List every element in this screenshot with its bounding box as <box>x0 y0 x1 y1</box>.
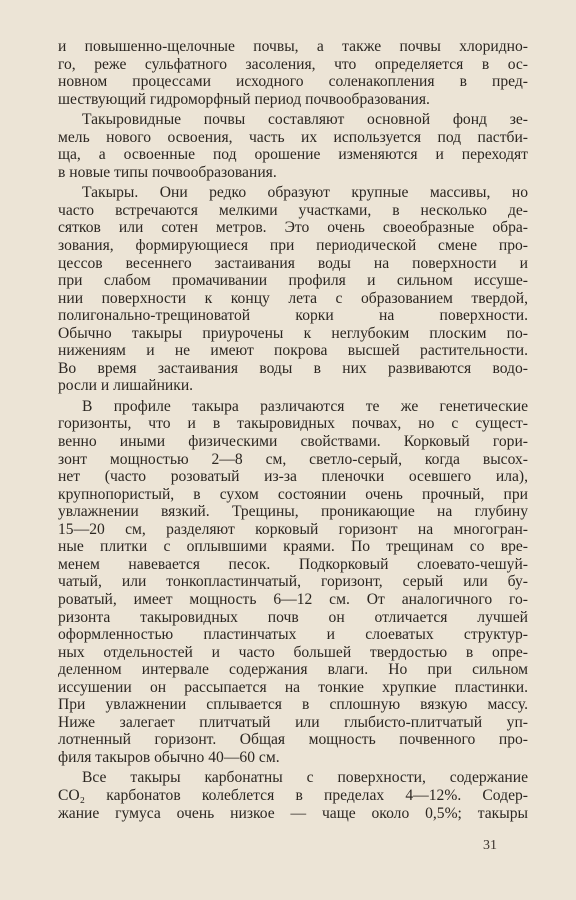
paragraph <box>58 111 528 181</box>
text-line: полигонально-трещиноватой корки на поверхности. <box>58 307 528 325</box>
text-line: горизонты, что и в такыровидных почвах, но с сущест- <box>58 415 528 433</box>
text-line: оформленностью пластинчатых и слоеватых структур- <box>58 626 528 644</box>
text-line: венно иными физическими свойствами. Корковый гори- <box>58 433 528 451</box>
paragraph <box>58 38 528 108</box>
text-line: цессов весеннего застаивания воды на поверхности и <box>58 254 528 272</box>
text-line: ные плитки с оплывшими краями. По трещинам со вре- <box>58 538 528 556</box>
text-line: новном процессами исходного соленакопления в пред- <box>58 73 528 91</box>
text-line: мель нового освоения, часть их используется под пастби- <box>58 128 528 146</box>
text-line: росли и лишайники. <box>58 377 194 395</box>
text-line: При увлажнении сплывается в сплошную вязкую массу. <box>58 696 528 714</box>
paragraph <box>58 398 528 766</box>
text-line: и повышенно-щелочные почвы, а также почвы хлоридно- <box>58 38 528 55</box>
text-line: часто встречаются мелкими участками, в несколько де- <box>58 201 528 219</box>
text-line: деленном интервале содержания влаги. Но при сильном <box>58 661 528 679</box>
text-line: крупнопористый, в сухом состоянии очень прочный, при <box>58 485 528 503</box>
text-line: сятков или сотен метров. Это очень своеобразные обра- <box>58 219 528 237</box>
text-line: шествующий гидроморфный период почвообразования. <box>58 90 430 108</box>
text-line: Все такыры карбонатны с поверхности, содержание <box>82 769 528 787</box>
text-line: зонт мощностью 2—8 см, светло-серый, когда высох- <box>58 450 528 468</box>
paragraph <box>58 769 528 822</box>
text-line: нии поверхности к концу лета с образованием твердой, <box>58 289 528 307</box>
text-line: CO₂ карбонатов колеблется в пределах 4—12%. Содер- <box>58 786 528 804</box>
text-line: ризонта такыровидных почв он отличается лучшей <box>58 608 528 626</box>
text-line: филя такыров обычно 40—60 см. <box>58 748 280 766</box>
text-line: иссушении он рассыпается на тонкие хрупкие пластинки. <box>58 678 528 696</box>
text-line: роватый, имеет мощность 6—12 см. От аналогичного го- <box>58 590 528 608</box>
text-line: Такыровидные почвы составляют основной фонд зе- <box>82 111 528 129</box>
text-line: чатый, или тонкопластинчатый, горизонт, серый или бу- <box>58 573 528 591</box>
text-line: менем навевается песок. Подкорковый слоевато-чешуй- <box>58 555 528 573</box>
text-line: ных отдельностей и часто большей твердостью в опре- <box>58 643 528 661</box>
text-line: нижениям и не имеют покрова высшей растительности. <box>58 342 528 360</box>
page-number: 31 <box>483 838 497 853</box>
text-line: зования, формирующиеся при периодической смене про- <box>58 237 528 255</box>
body-text <box>58 38 528 822</box>
text-line: го, реже сульфатного засоления, что определяется в ос- <box>58 55 528 73</box>
text-line: Обычно такыры приурочены к неглубоким плоским по- <box>58 324 528 342</box>
text-line: Такыры. Они редко образуют крупные массивы, но <box>82 184 528 202</box>
text-line: лотненный горизонт. Общая мощность почвенного про- <box>58 731 528 749</box>
text-line: жание гумуса очень низкое — чаще около 0,5%; такыры <box>58 804 528 822</box>
text-line: 15—20 см, разделяют корковый горизонт на многогран- <box>58 520 528 538</box>
text-line: нет (часто розоватый из-за пленочки осевшего ила), <box>58 468 528 486</box>
text-line: ща, а освоенные под орошение изменяются и переходят <box>58 146 528 164</box>
text-line: при слабом промачивании профиля и сильном иссуше- <box>58 272 528 290</box>
text-line: в новые типы почвообразования. <box>58 163 277 181</box>
text-line: Ниже залегает плитчатый или глыбисто-плитчатый уп- <box>58 713 528 731</box>
text-line: Во время застаивания воды в них развиваются водо- <box>58 359 528 377</box>
paragraph <box>58 184 528 395</box>
text-line: В профиле такыра различаются те же генетические <box>82 397 528 415</box>
text-line: увлажнении вязкий. Трещины, проникающие на глубину <box>58 503 528 521</box>
